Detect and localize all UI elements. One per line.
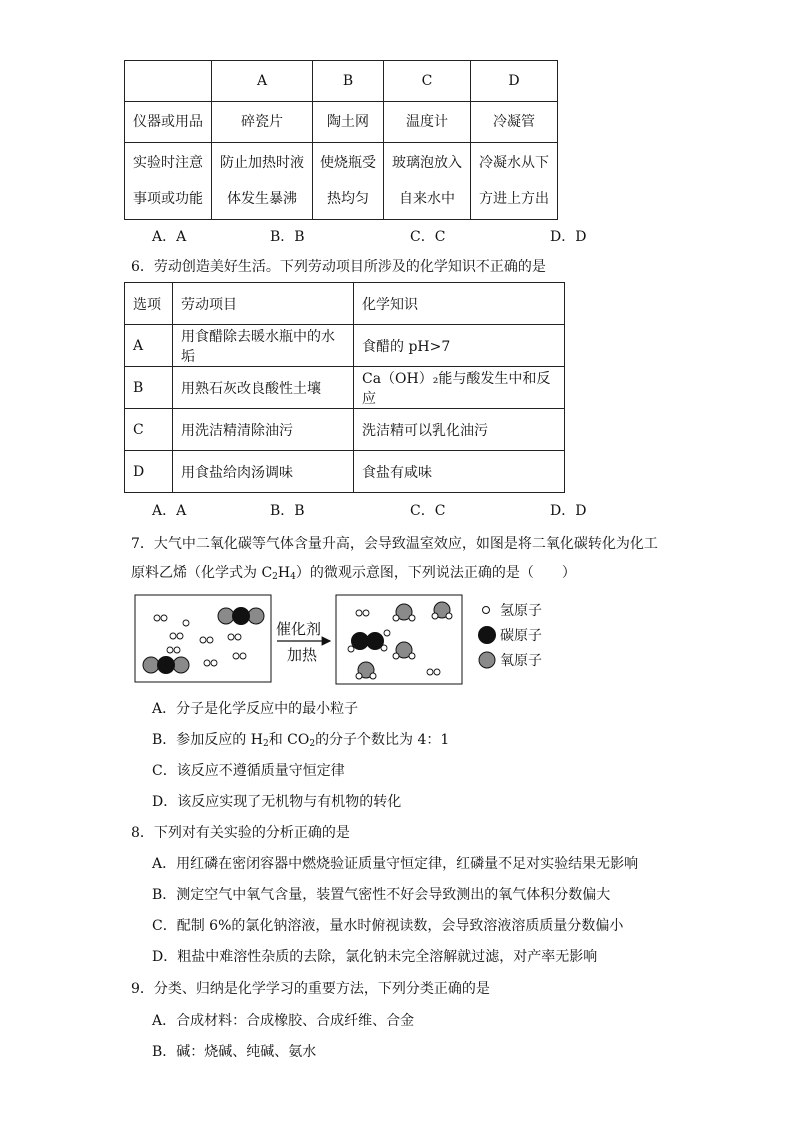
- hydrogen-legend-icon: [483, 607, 490, 614]
- table-row: [125, 409, 565, 451]
- q7-stem-line1: 7．大气中二氧化碳等气体含量升高，会导致温室效应，如图是将二氧化碳转化为化工: [131, 536, 658, 552]
- cell-line: 防止加热时液: [220, 155, 304, 171]
- q6-options: [152, 500, 586, 520]
- subscript: 2: [272, 572, 278, 582]
- table-cell: 碎瓷片: [212, 102, 313, 143]
- table-cell: 洗洁精可以乳化油污: [354, 409, 565, 451]
- q8-choice-a: A．用红磷在密闭容器中燃烧验证质量守恒定律，红磷量不足对实验结果无影响: [152, 856, 639, 872]
- table-cell: 食盐有咸味: [354, 451, 565, 493]
- table-cell: C: [384, 61, 471, 102]
- text: H: [277, 565, 291, 581]
- q8-choice-b: B．测定空气中氧气含量，装置气密性不好会导致测出的氧气体积分数偏大: [152, 887, 611, 903]
- option-d: D．D: [550, 503, 587, 519]
- co2-molecule: [143, 657, 189, 674]
- table-cell: 劳动项目: [173, 283, 354, 325]
- cell-line: 使烧瓶受: [320, 155, 376, 171]
- option-c: C．C: [410, 503, 446, 519]
- table-cell: [313, 143, 384, 220]
- cell-line: 玻璃泡放入: [392, 155, 462, 171]
- table-cell: A: [212, 61, 313, 102]
- q7-choice-b: [152, 729, 449, 749]
- q8-choice-d: D．粗盐中难溶性杂质的去除，氯化钠未完全溶解就过滤，对产率无影响: [152, 949, 598, 965]
- option-d: D．D: [550, 229, 587, 245]
- q7-choice-d: D．该反应实现了无机物与有机物的转化: [152, 794, 402, 810]
- table-row: [125, 451, 565, 493]
- table-cell: 用食盐给肉汤调味: [173, 451, 354, 493]
- table-cell: 用食醋除去暖水瓶中的水垢: [173, 325, 354, 367]
- water-molecule: [356, 662, 376, 679]
- oxygen-legend-icon: [479, 652, 495, 668]
- table-row: [125, 325, 565, 367]
- option-b: B．B: [270, 229, 305, 245]
- cell-line: 自来水中: [399, 191, 455, 207]
- table-cell: B: [313, 61, 384, 102]
- table-cell: A: [125, 325, 173, 367]
- option-c: C．C: [410, 229, 446, 245]
- legend-label: 氧原子: [500, 653, 542, 669]
- table-cell: 温度计: [384, 102, 471, 143]
- cell-line: 实验时注意: [133, 155, 203, 171]
- water-molecule: [393, 642, 415, 659]
- cell-line: 事项或功能: [133, 191, 203, 207]
- water-molecule: [393, 604, 415, 621]
- legend-label: 碳原子: [500, 628, 542, 644]
- cell-line: 体发生暴沸: [227, 191, 297, 207]
- q9-stem: 9．分类、归纳是化学学习的重要方法，下列分类正确的是: [131, 981, 490, 997]
- carbon-legend-icon: [479, 627, 496, 644]
- table-row: [125, 61, 558, 102]
- table-row: [125, 283, 565, 325]
- table-cell: C: [125, 409, 173, 451]
- q7-choice-c: C．该反应不遵循质量守恒定律: [152, 763, 345, 779]
- q8-stem: 8．下列对有关实验的分析正确的是: [131, 825, 350, 841]
- table-cell: 冷凝管: [471, 102, 558, 143]
- ethylene-molecule: [352, 633, 384, 650]
- text: B．参加反应的 H: [152, 732, 263, 748]
- table-cell: 仪器或用品: [125, 102, 212, 143]
- cell-line: 热均匀: [327, 191, 369, 207]
- text: 原料乙烯（化学式为 C: [131, 565, 273, 581]
- option-a: A．A: [152, 229, 187, 245]
- subscript: 2: [262, 739, 269, 749]
- option-a: A．A: [152, 503, 187, 519]
- q5-options: [152, 226, 586, 246]
- table-cell: [384, 143, 471, 220]
- arrow-bottom-label: 加热: [287, 646, 318, 664]
- co2-molecule: [218, 608, 264, 625]
- text: ）的微观示意图，下列说法正确的是（ ）: [295, 565, 576, 581]
- table-cell: D: [471, 61, 558, 102]
- q7-stem-line2: [131, 562, 576, 582]
- subscript: 2: [309, 739, 316, 749]
- subscript: 4: [290, 572, 296, 582]
- q6-stem: 6．劳动创造美好生活。下列劳动项目所涉及的化学知识不正确的是: [131, 259, 546, 275]
- arrow-top-label: 催化剂: [276, 620, 322, 638]
- text: 的分子个数比为 4：1: [315, 732, 450, 748]
- table-cell: [125, 61, 212, 102]
- legend: [479, 603, 543, 669]
- q9-choice-a: A．合成材料：合成橡胶、合成纤维、合金: [152, 1013, 415, 1029]
- table-cell: 用洗洁精清除油污: [173, 409, 354, 451]
- table-cell: [471, 143, 558, 220]
- option-b: B．B: [270, 503, 305, 519]
- q7-choice-a: A．分子是化学反应中的最小粒子: [152, 701, 359, 717]
- table-cell: 食醋的 pH>7: [354, 325, 565, 367]
- labor-table: [124, 282, 565, 493]
- instrument-table: [124, 60, 558, 220]
- table-cell: [212, 143, 313, 220]
- table-row: [125, 367, 565, 409]
- water-molecule: [432, 602, 452, 619]
- table-row: [125, 143, 558, 220]
- q8-choice-c: C．配制 6%的氯化钠溶液，量水时俯视读数，会导致溶液溶质质量分数偏小: [152, 918, 624, 934]
- table-cell: 化学知识: [354, 283, 565, 325]
- text: 和 CO: [268, 732, 310, 748]
- table-cell: B: [125, 367, 173, 409]
- table-row: [125, 102, 558, 143]
- table-cell: 用熟石灰改良酸性土壤: [173, 367, 354, 409]
- table-cell: 选项: [125, 283, 173, 325]
- table-cell: 陶土网: [313, 102, 384, 143]
- cell-line: 方进上方出: [479, 191, 549, 207]
- reaction-diagram: [130, 590, 560, 690]
- legend-label: 氢原子: [500, 603, 542, 619]
- table-cell: Ca（OH）₂能与酸发生中和反应: [354, 367, 565, 409]
- table-cell: D: [125, 451, 173, 493]
- cell-line: 冷凝水从下: [479, 155, 549, 171]
- table-cell: [125, 143, 212, 220]
- q9-choice-b: B．碱：烧碱、纯碱、氨水: [152, 1044, 317, 1060]
